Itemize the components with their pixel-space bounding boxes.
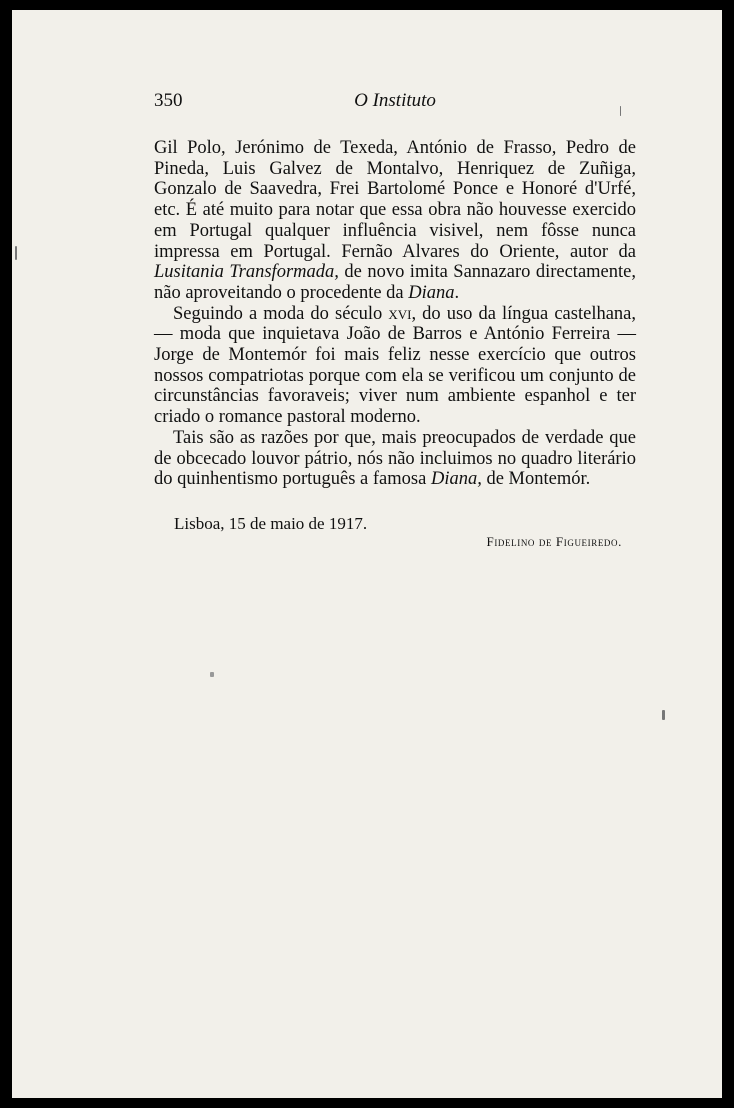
scan-mark: [15, 246, 17, 260]
journal-title: O Instituto: [354, 90, 436, 111]
page-number: 350: [154, 90, 183, 111]
book-title-italic: Diana,: [430, 469, 482, 490]
paragraph-3: [154, 428, 636, 490]
paragraph-text: Gil Polo, Jerónimo de Texeda, António de Frasso, Pedro de Pineda, Luis Galvez de Montalvo, Henriquez de Zuñiga, Gonzalo de Saavedra, Frei Bartolomé Ponce e Honoré d'Urfé, etc. É até muito para notar que essa obra não houvesse exercido em Portugal qualquer influência visivel, nem fôsse nunca impressa em Portugal. Fernão Alvares do Oriente, autor da: [154, 138, 636, 262]
document-page: [12, 10, 722, 1098]
paragraph-text: de novo imita Sannazaro directamente, não aproveitando o procedente da: [154, 262, 636, 303]
author-signature: Fidelino de Figueiredo.: [486, 533, 622, 549]
paragraph-text: Seguindo a moda do século: [173, 303, 389, 324]
page-content: [154, 90, 636, 554]
paragraph-text: de Montemór.: [481, 469, 591, 490]
century-numeral: xvi: [388, 303, 412, 324]
body-text: [154, 138, 636, 490]
book-title-italic: Diana: [408, 282, 455, 303]
scan-mark: [210, 672, 214, 677]
paragraph-2: [154, 304, 636, 428]
running-head: [154, 90, 636, 118]
closing: [154, 514, 636, 554]
place-date: Lisboa, 15 de maio de 1917.: [174, 513, 368, 533]
paragraph-text: Tais são as razões por que, mais preocupados de verdade que de obcecado louvor pátrio, nós não incluimos no quadro literário do quinhentismo português a famosa: [154, 427, 636, 490]
paragraph-text: .: [454, 282, 460, 303]
paragraph-1: [154, 138, 636, 304]
scan-mark: [662, 710, 665, 720]
paragraph-text: , do uso da língua castelhana, — moda que inquietava João de Barros e António Ferreira — Jorge de Montemór foi mais feliz nesse exercício que outros nossos compatriotas porque com ela se verificou um conjunto de circunstâncias favoraveis; viver num ambiente espanhol e ter criado o romance pastoral moderno.: [154, 303, 637, 428]
book-title-italic: Lusitania Transformada,: [154, 262, 339, 283]
